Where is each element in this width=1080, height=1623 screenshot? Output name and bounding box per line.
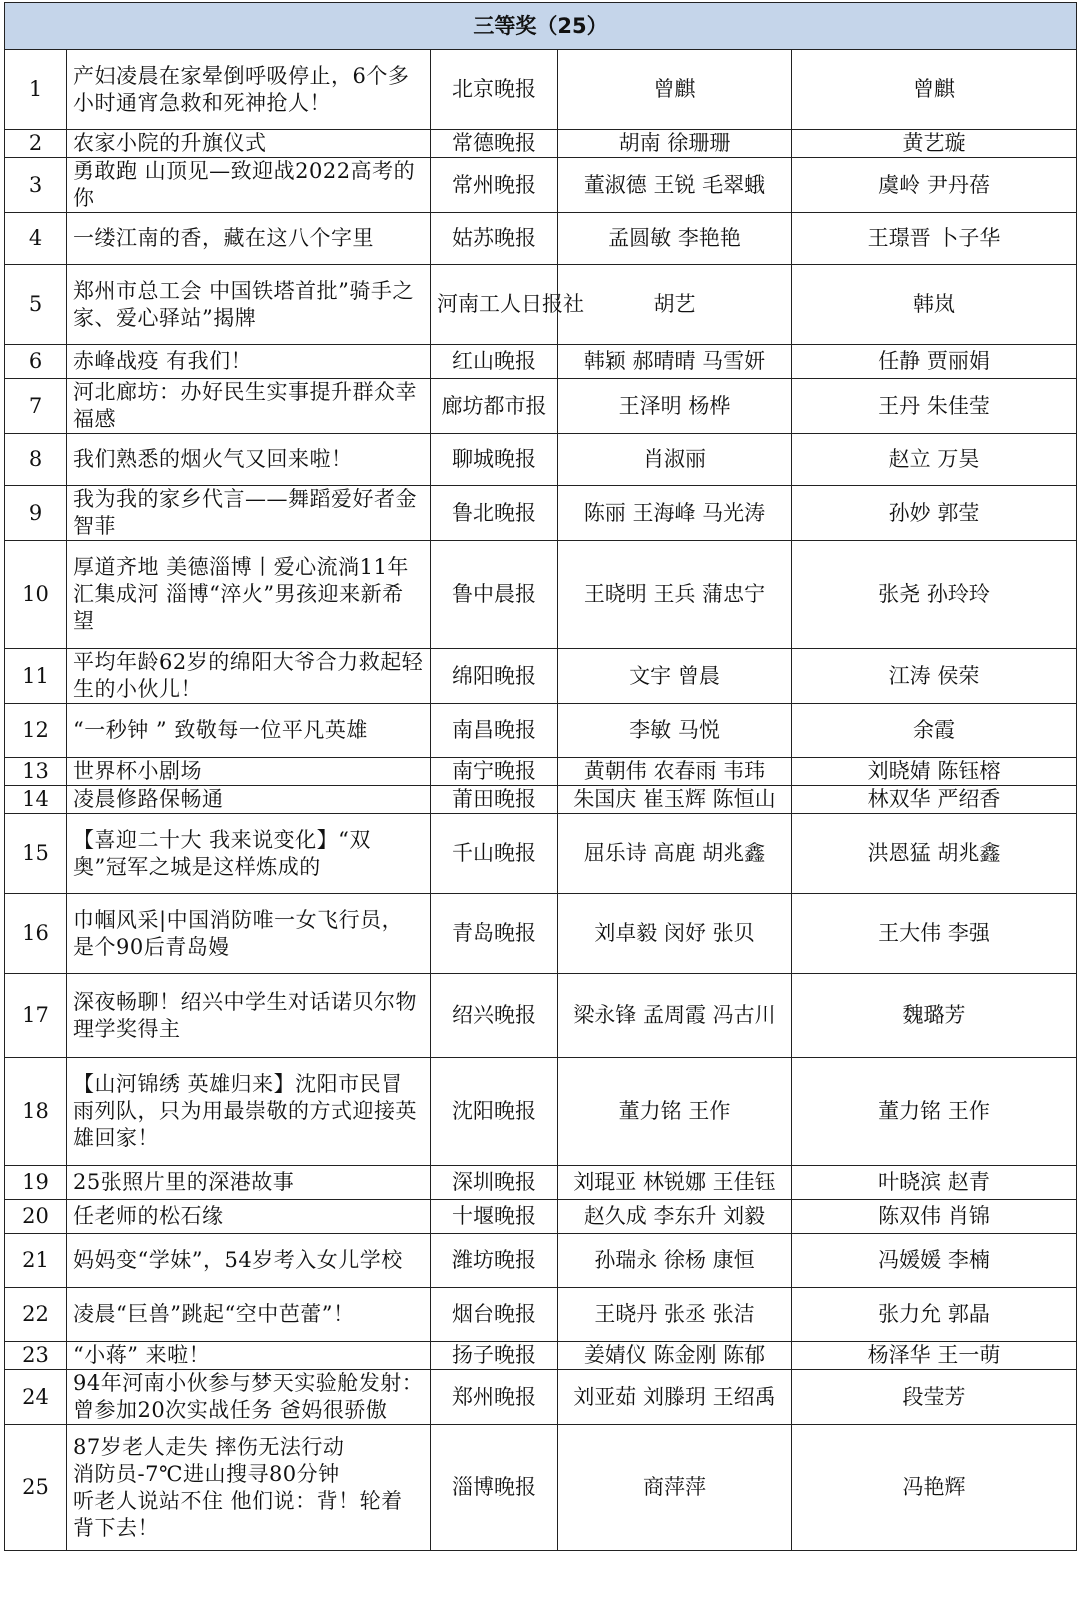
story-title: 我为我的家乡代言——舞蹈爱好者金智菲	[67, 486, 431, 541]
row-number: 4	[5, 213, 67, 265]
newspaper-name: 鲁北晚报	[431, 486, 558, 541]
author-names: 董淑德 王锐 毛翠蛾	[558, 158, 792, 213]
row-number: 17	[5, 974, 67, 1058]
editor-names: 刘晓婧 陈钰榕	[792, 758, 1077, 786]
newspaper-name: 绵阳晚报	[431, 649, 558, 704]
author-names: 胡南 徐珊珊	[558, 130, 792, 158]
editor-names: 叶晓滨 赵青	[792, 1166, 1077, 1200]
editor-names: 王丹 朱佳莹	[792, 379, 1077, 434]
row-number: 20	[5, 1200, 67, 1234]
newspaper-name: 深圳晚报	[431, 1166, 558, 1200]
story-title: 94年河南小伙参与梦天实验舱发射：曾参加20次实战任务 爸妈很骄傲	[67, 1370, 431, 1425]
story-title: 任老师的松石缘	[67, 1200, 431, 1234]
table-row	[5, 50, 1077, 130]
editor-names: 王大伟 李强	[792, 894, 1077, 974]
story-title: 赤峰战疫 有我们！	[67, 345, 431, 379]
row-number: 16	[5, 894, 67, 974]
newspaper-name: 河南工人日报社	[431, 265, 558, 345]
newspaper-name: 廊坊都市报	[431, 379, 558, 434]
row-number: 25	[5, 1425, 67, 1551]
story-title: 农家小院的升旗仪式	[67, 130, 431, 158]
editor-names: 任静 贾丽娟	[792, 345, 1077, 379]
title-row	[5, 3, 1077, 50]
row-number: 1	[5, 50, 67, 130]
editor-names: 张尧 孙玲玲	[792, 541, 1077, 649]
row-number: 14	[5, 786, 67, 814]
row-number: 9	[5, 486, 67, 541]
newspaper-name: 莆田晚报	[431, 786, 558, 814]
table-row	[5, 345, 1077, 379]
table-row	[5, 1234, 1077, 1288]
table-row	[5, 213, 1077, 265]
author-names: 孙瑞永 徐杨 康恒	[558, 1234, 792, 1288]
newspaper-name: 郑州晚报	[431, 1370, 558, 1425]
newspaper-name: 南昌晚报	[431, 704, 558, 758]
newspaper-name: 千山晚报	[431, 814, 558, 894]
table-title: 三等奖（25）	[5, 3, 1077, 50]
author-names: 曾麒	[558, 50, 792, 130]
story-title: 凌晨修路保畅通	[67, 786, 431, 814]
row-number: 12	[5, 704, 67, 758]
table-row	[5, 758, 1077, 786]
newspaper-name: 绍兴晚报	[431, 974, 558, 1058]
story-title: 一缕江南的香，藏在这八个字里	[67, 213, 431, 265]
story-title: 产妇凌晨在家晕倒呼吸停止，6个多小时通宵急救和死神抢人！	[67, 50, 431, 130]
row-number: 8	[5, 434, 67, 486]
story-title: 深夜畅聊！绍兴中学生对话诺贝尔物理学奖得主	[67, 974, 431, 1058]
row-number: 21	[5, 1234, 67, 1288]
table-row	[5, 158, 1077, 213]
row-number: 24	[5, 1370, 67, 1425]
newspaper-name: 青岛晚报	[431, 894, 558, 974]
author-names: 王泽明 杨桦	[558, 379, 792, 434]
story-title: 87岁老人走失 摔伤无法行动 消防员-7℃进山搜寻80分钟 听老人说站不住 他们说：背！轮着背下去！	[67, 1425, 431, 1551]
table-row	[5, 486, 1077, 541]
newspaper-name: 十堰晚报	[431, 1200, 558, 1234]
row-number: 7	[5, 379, 67, 434]
newspaper-name: 潍坊晚报	[431, 1234, 558, 1288]
editor-names: 韩岚	[792, 265, 1077, 345]
table-row	[5, 1288, 1077, 1342]
editor-names: 杨泽华 王一萌	[792, 1342, 1077, 1370]
editor-names: 曾麒	[792, 50, 1077, 130]
story-title: 勇敢跑 山顶见—致迎战2022高考的你	[67, 158, 431, 213]
author-names: 屈乐诗 高鹿 胡兆鑫	[558, 814, 792, 894]
author-names: 韩颖 郝晴晴 马雪妍	[558, 345, 792, 379]
table-row	[5, 265, 1077, 345]
editor-names: 魏璐芳	[792, 974, 1077, 1058]
story-title: 【山河锦绣 英雄归来】沈阳市民冒雨列队，只为用最崇敬的方式迎接英雄回家！	[67, 1058, 431, 1166]
editor-names: 段莹芳	[792, 1370, 1077, 1425]
editor-names: 张力允 郭晶	[792, 1288, 1077, 1342]
story-title: 【喜迎二十大 我来说变化】“双奥”冠军之城是这样炼成的	[67, 814, 431, 894]
author-names: 孟圆敏 李艳艳	[558, 213, 792, 265]
row-number: 18	[5, 1058, 67, 1166]
author-names: 李敏 马悦	[558, 704, 792, 758]
editor-names: 王璟晋 卜子华	[792, 213, 1077, 265]
newspaper-name: 沈阳晚报	[431, 1058, 558, 1166]
editor-names: 孙妙 郭莹	[792, 486, 1077, 541]
author-names: 黄朝伟 农春雨 韦玮	[558, 758, 792, 786]
author-names: 朱国庆 崔玉辉 陈恒山	[558, 786, 792, 814]
table-row	[5, 1425, 1077, 1551]
story-title: 妈妈变“学妹”，54岁考入女儿学校	[67, 1234, 431, 1288]
table-row	[5, 130, 1077, 158]
editor-names: 虞岭 尹丹蓓	[792, 158, 1077, 213]
table-row	[5, 1200, 1077, 1234]
table-row	[5, 1166, 1077, 1200]
newspaper-name: 常州晚报	[431, 158, 558, 213]
editor-names: 洪恩猛 胡兆鑫	[792, 814, 1077, 894]
newspaper-name: 烟台晚报	[431, 1288, 558, 1342]
story-title: 平均年龄62岁的绵阳大爷合力救起轻生的小伙儿！	[67, 649, 431, 704]
story-title: 凌晨“巨兽”跳起“空中芭蕾”！	[67, 1288, 431, 1342]
author-names: 董力铭 王作	[558, 1058, 792, 1166]
author-names: 胡艺	[558, 265, 792, 345]
editor-names: 赵立 万昊	[792, 434, 1077, 486]
row-number: 5	[5, 265, 67, 345]
author-names: 肖淑丽	[558, 434, 792, 486]
row-number: 6	[5, 345, 67, 379]
author-names: 商萍萍	[558, 1425, 792, 1551]
row-number: 13	[5, 758, 67, 786]
table-row	[5, 434, 1077, 486]
author-names: 王晓丹 张丞 张洁	[558, 1288, 792, 1342]
story-title: 厚道齐地 美德淄博丨爱心流淌11年汇集成河 淄博“淬火”男孩迎来新希望	[67, 541, 431, 649]
row-number: 10	[5, 541, 67, 649]
author-names: 陈丽 王海峰 马光涛	[558, 486, 792, 541]
newspaper-name: 北京晚报	[431, 50, 558, 130]
row-number: 11	[5, 649, 67, 704]
author-names: 刘卓毅 闵妤 张贝	[558, 894, 792, 974]
awards-table	[4, 2, 1077, 1551]
editor-names: 江涛 侯荣	[792, 649, 1077, 704]
newspaper-name: 扬子晚报	[431, 1342, 558, 1370]
table-row	[5, 649, 1077, 704]
table-row	[5, 704, 1077, 758]
author-names: 刘亚茹 刘滕玥 王绍禹	[558, 1370, 792, 1425]
author-names: 姜婧仪 陈金刚 陈郁	[558, 1342, 792, 1370]
editor-names: 余霞	[792, 704, 1077, 758]
newspaper-name: 淄博晚报	[431, 1425, 558, 1551]
table-row	[5, 1342, 1077, 1370]
story-title: 世界杯小剧场	[67, 758, 431, 786]
row-number: 15	[5, 814, 67, 894]
newspaper-name: 常德晚报	[431, 130, 558, 158]
table-row	[5, 894, 1077, 974]
editor-names: 黄艺璇	[792, 130, 1077, 158]
story-title: 河北廊坊：办好民生实事提升群众幸福感	[67, 379, 431, 434]
editor-names: 冯艳辉	[792, 1425, 1077, 1551]
story-title: 巾帼风采|中国消防唯一女飞行员，是个90后青岛嫚	[67, 894, 431, 974]
story-title: 郑州市总工会 中国铁塔首批”骑手之家、爱心驿站”揭牌	[67, 265, 431, 345]
row-number: 19	[5, 1166, 67, 1200]
author-names: 王晓明 王兵 蒲忠宁	[558, 541, 792, 649]
table-row	[5, 1370, 1077, 1425]
story-title: 我们熟悉的烟火气又回来啦！	[67, 434, 431, 486]
editor-names: 冯媛媛 李楠	[792, 1234, 1077, 1288]
table-row	[5, 974, 1077, 1058]
newspaper-name: 鲁中晨报	[431, 541, 558, 649]
author-names: 文宇 曾晨	[558, 649, 792, 704]
story-title: “一秒钟 ” 致敬每一位平凡英雄	[67, 704, 431, 758]
table-row	[5, 379, 1077, 434]
editor-names: 董力铭 王作	[792, 1058, 1077, 1166]
row-number: 3	[5, 158, 67, 213]
story-title: “小蒋” 来啦！	[67, 1342, 431, 1370]
table-row	[5, 814, 1077, 894]
editor-names: 陈双伟 肖锦	[792, 1200, 1077, 1234]
editor-names: 林双华 严绍香	[792, 786, 1077, 814]
story-title: 25张照片里的深港故事	[67, 1166, 431, 1200]
row-number: 2	[5, 130, 67, 158]
newspaper-name: 红山晚报	[431, 345, 558, 379]
newspaper-name: 南宁晚报	[431, 758, 558, 786]
table-row	[5, 1058, 1077, 1166]
table-row	[5, 786, 1077, 814]
awards-sheet	[4, 2, 1076, 1551]
row-number: 22	[5, 1288, 67, 1342]
newspaper-name: 聊城晚报	[431, 434, 558, 486]
newspaper-name: 姑苏晚报	[431, 213, 558, 265]
table-row	[5, 541, 1077, 649]
row-number: 23	[5, 1342, 67, 1370]
author-names: 刘琨亚 林锐娜 王佳钰	[558, 1166, 792, 1200]
author-names: 梁永锋 孟周霞 冯古川	[558, 974, 792, 1058]
author-names: 赵久成 李东升 刘毅	[558, 1200, 792, 1234]
